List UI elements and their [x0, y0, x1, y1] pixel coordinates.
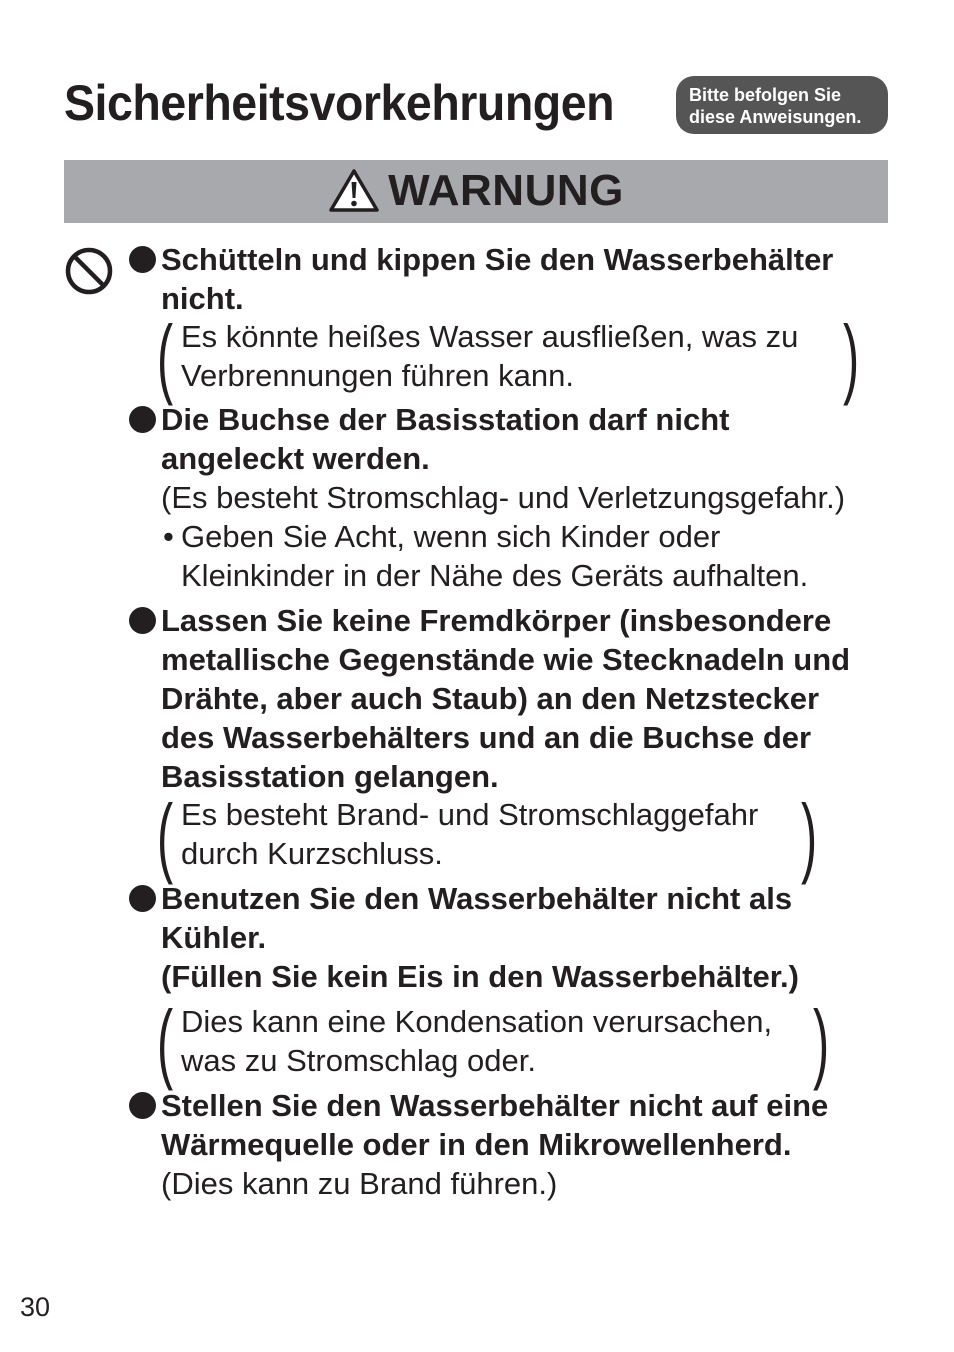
heading-line: Basisstation gelangen.: [161, 759, 499, 794]
warning-triangle-icon: [328, 167, 380, 213]
badge-line-1: Bitte befolgen Sie: [689, 85, 842, 105]
item-5-heading: [161, 1086, 828, 1164]
item-4-heading: [161, 879, 799, 996]
heading-line: des Wasserbehälters und an die Buchse der: [161, 720, 812, 755]
item-3-note-line-2: durch Kurzschluss.: [181, 836, 443, 871]
sub-bullet: •: [163, 519, 174, 554]
heading-line: Drähte, aber auch Staub) an den Netzstecker: [161, 681, 820, 716]
page-number: 30: [20, 1292, 51, 1322]
paren-close: ): [801, 786, 818, 885]
heading-line: Die Buchse der Basisstation darf nicht: [161, 402, 730, 437]
warning-label: WARNUNG: [388, 165, 624, 215]
heading-line: nicht.: [161, 281, 244, 316]
heading-line: metallische Gegenstände wie Stecknadeln und: [161, 642, 851, 677]
page-title: Sicherheitsvorkehrungen: [64, 75, 615, 131]
heading-line: Stellen Sie den Wasserbehälter nicht auf eine: [161, 1088, 829, 1123]
heading-line: Wärmequelle oder in den Mikrowellenherd.: [161, 1127, 792, 1162]
item-1-note-line-1: Es könnte heißes Wasser ausfließen, was zu: [181, 319, 799, 354]
item-4-note-line-1: Dies kann eine Kondensation verursachen,: [181, 1004, 773, 1039]
item-2-sub-note-line-1: Geben Sie Acht, wenn sich Kinder oder: [181, 519, 721, 554]
item-4-note-line-2: was zu Stromschlag oder.: [181, 1043, 536, 1078]
paren-close: ): [843, 307, 860, 406]
item-3-note-line-1: Es besteht Brand- und Stromschlaggefahr: [181, 797, 759, 832]
paren-close: ): [813, 992, 830, 1091]
prohibited-icon: [64, 246, 114, 296]
item-bullet: [129, 246, 156, 273]
heading-line: angeleckt werden.: [161, 441, 430, 476]
item-3-heading: [161, 601, 850, 796]
heading-line: (Füllen Sie kein Eis in den Wasserbehälter.): [161, 959, 799, 994]
heading-line: Benutzen Sie den Wasserbehälter nicht als: [161, 881, 793, 916]
badge-line-2: diese Anweisungen.: [689, 107, 862, 127]
item-5-note: (Dies kann zu Brand führen.): [161, 1166, 558, 1201]
item-bullet: [129, 406, 156, 433]
instruction-badge: [676, 76, 888, 134]
item-2-heading: [161, 400, 729, 478]
item-bullet: [129, 885, 156, 912]
item-1-note-line-2: Verbrennungen führen kann.: [181, 358, 574, 393]
heading-line: Schütteln und kippen Sie den Wasserbehälter: [161, 242, 834, 277]
warning-banner: [64, 160, 888, 223]
item-2-sub-note-line-2: Kleinkinder in der Nähe des Geräts aufhalten.: [181, 558, 809, 593]
heading-line: Lassen Sie keine Fremdkörper (insbesondere: [161, 603, 832, 638]
paren-open: (: [157, 786, 174, 885]
item-bullet: [129, 1092, 156, 1119]
item-1-heading: [161, 240, 833, 318]
paren-open: (: [157, 307, 174, 406]
item-bullet: [129, 607, 156, 634]
heading-line: Kühler.: [161, 920, 267, 955]
paren-open: (: [157, 992, 174, 1091]
item-2-note: (Es besteht Stromschlag- und Verletzungsgefahr.): [161, 480, 846, 515]
